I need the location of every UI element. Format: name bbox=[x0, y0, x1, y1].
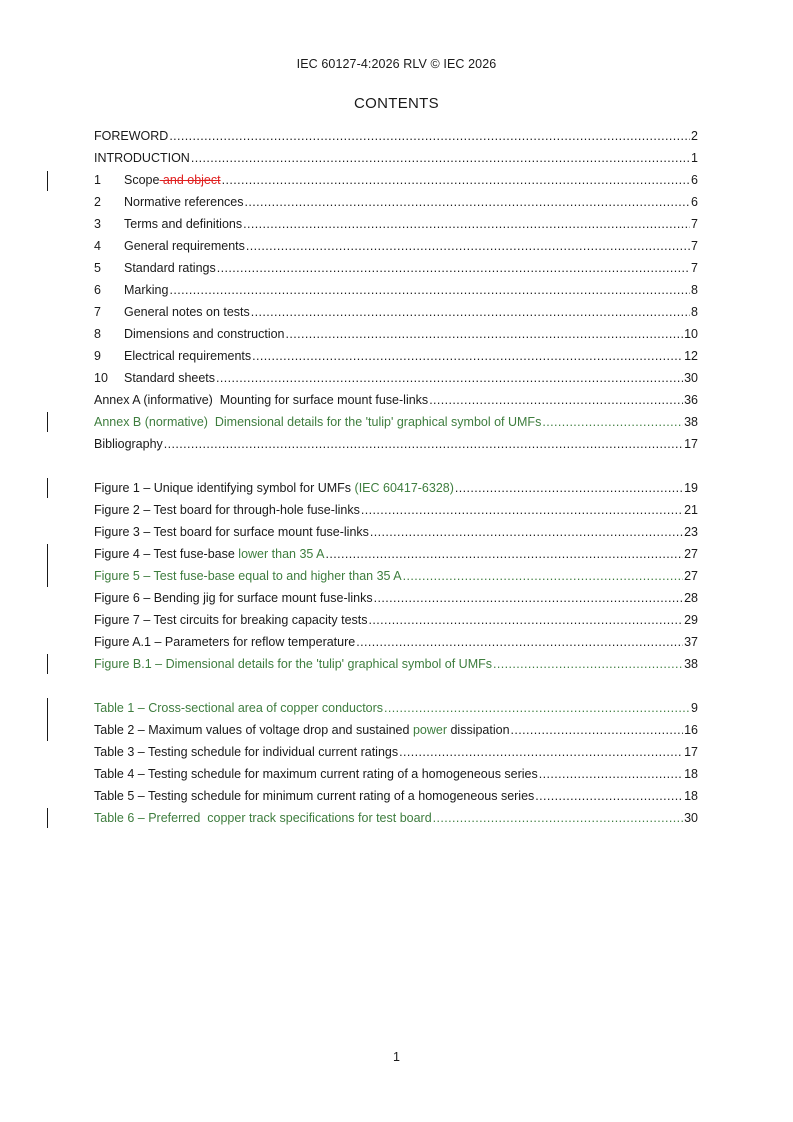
toc-entry-table-3[interactable] bbox=[94, 742, 698, 760]
toc-label: Figure A.1 – Parameters for reflow temperature bbox=[94, 635, 356, 649]
toc-entry-table-2[interactable] bbox=[94, 720, 698, 738]
toc-entry-section-2[interactable] bbox=[94, 192, 698, 210]
toc-added-text: power bbox=[409, 723, 447, 737]
toc-label: INTRODUCTION bbox=[94, 151, 190, 165]
toc-page-number: 29 bbox=[684, 613, 698, 627]
toc-label: Annex B (normative) Dimensional details for the 'tulip' graphical symbol of UMFs bbox=[94, 415, 542, 429]
page-number: 1 bbox=[393, 1050, 400, 1064]
toc-label: Figure 6 – Bending jig for surface mount fuse-links bbox=[94, 591, 373, 605]
toc-section-number: 5 bbox=[94, 261, 101, 275]
toc-label: Table 5 – Testing schedule for minimum current rating of a homogeneous series bbox=[94, 789, 535, 803]
toc-label: Figure 4 – Test fuse-base bbox=[94, 547, 235, 561]
toc-page-number: 8 bbox=[691, 283, 698, 297]
toc-section-number: 7 bbox=[94, 305, 101, 319]
toc-entry-foreword[interactable] bbox=[94, 126, 698, 144]
toc-page-number: 8 bbox=[691, 305, 698, 319]
change-bar bbox=[47, 698, 48, 741]
toc-page-number: 12 bbox=[684, 349, 698, 363]
toc-label: Electrical requirements bbox=[124, 349, 252, 363]
toc-label: Terms and definitions bbox=[124, 217, 243, 231]
toc-added-text: lower than 35 A bbox=[234, 547, 325, 561]
toc-page-number: 18 bbox=[684, 767, 698, 781]
toc-entry-figure-7[interactable] bbox=[94, 610, 698, 628]
toc-section-number: 3 bbox=[94, 217, 101, 231]
toc-entry-section-3[interactable] bbox=[94, 214, 698, 232]
toc-entry-bibliography[interactable] bbox=[94, 434, 698, 452]
toc-page-number: 28 bbox=[684, 591, 698, 605]
toc-page-number: 10 bbox=[684, 327, 698, 341]
toc-entry-figure-a1[interactable] bbox=[94, 632, 698, 650]
toc-label: Annex A (informative) Mounting for surface mount fuse-links bbox=[94, 393, 429, 407]
change-bar bbox=[47, 808, 48, 828]
toc-section-number: 8 bbox=[94, 327, 101, 341]
toc-page-number: 7 bbox=[691, 239, 698, 253]
toc-page-number: 9 bbox=[691, 701, 698, 715]
toc-entry-figure-3[interactable] bbox=[94, 522, 698, 540]
toc-deleted-text: and object bbox=[159, 173, 221, 187]
toc-label: Standard sheets bbox=[124, 371, 216, 385]
toc-page-number: 2 bbox=[691, 129, 698, 143]
toc-entry-table-4[interactable] bbox=[94, 764, 698, 782]
toc-entry-annex-a[interactable] bbox=[94, 390, 698, 408]
toc-label: General requirements bbox=[124, 239, 245, 253]
toc-page-number: 16 bbox=[684, 723, 698, 737]
toc-section-number: 6 bbox=[94, 283, 101, 297]
change-bar bbox=[47, 654, 48, 674]
toc-label: Table 4 – Testing schedule for maximum current rating of a homogeneous series bbox=[94, 767, 538, 781]
toc-entry-figure-2[interactable] bbox=[94, 500, 698, 518]
toc-label: Figure B.1 – Dimensional details for the 'tulip' graphical symbol of UMFs bbox=[94, 657, 492, 671]
toc-entry-figure-5[interactable] bbox=[94, 566, 698, 584]
toc-page-number: 21 bbox=[684, 503, 698, 517]
toc-added-text: (IEC 60417-6328) bbox=[351, 481, 454, 495]
toc-page-number: 27 bbox=[684, 547, 698, 561]
toc-label: Dimensions and construction bbox=[124, 327, 285, 341]
change-bar bbox=[47, 544, 48, 587]
toc-entry-section-7[interactable] bbox=[94, 302, 698, 320]
toc-label: FOREWORD bbox=[94, 129, 169, 143]
change-bar bbox=[47, 478, 48, 498]
toc-label: Figure 2 – Test board for through-hole fuse-links bbox=[94, 503, 360, 517]
toc-label: General notes on tests bbox=[124, 305, 250, 319]
toc-entry-section-9[interactable] bbox=[94, 346, 698, 364]
toc-entry-table-1[interactable] bbox=[94, 698, 698, 716]
toc-entry-figure-4[interactable] bbox=[94, 544, 698, 562]
toc-entry-table-6[interactable] bbox=[94, 808, 698, 826]
toc-entry-section-6[interactable] bbox=[94, 280, 698, 298]
toc-entry-section-8[interactable] bbox=[94, 324, 698, 342]
toc-label: Figure 5 – Test fuse-base equal to and higher than 35 A bbox=[94, 569, 402, 583]
document-header: IEC 60127-4:2026 RLV © IEC 2026 bbox=[296, 57, 497, 71]
toc-entry-section-1[interactable] bbox=[94, 170, 698, 188]
toc-page-number: 18 bbox=[684, 789, 698, 803]
toc-page-number: 23 bbox=[684, 525, 698, 539]
toc-section-number: 4 bbox=[94, 239, 101, 253]
toc-page-number: 30 bbox=[684, 811, 698, 825]
toc-page-number: 17 bbox=[684, 745, 698, 759]
toc-entry-section-4[interactable] bbox=[94, 236, 698, 254]
toc-page-number: 7 bbox=[691, 261, 698, 275]
toc-label: Figure 1 – Unique identifying symbol for UMFs bbox=[94, 481, 352, 495]
toc-entry-annex-b[interactable] bbox=[94, 412, 698, 430]
toc-section-number: 10 bbox=[94, 371, 108, 385]
toc-page-number: 38 bbox=[684, 657, 698, 671]
toc-page-number: 36 bbox=[684, 393, 698, 407]
toc-entry-section-5[interactable] bbox=[94, 258, 698, 276]
toc-label: Figure 3 – Test board for surface mount fuse-links bbox=[94, 525, 369, 539]
toc-page-number: 6 bbox=[691, 195, 698, 209]
toc-section-number: 9 bbox=[94, 349, 101, 363]
toc-label: Scope bbox=[124, 173, 160, 187]
toc-entry-figure-6[interactable] bbox=[94, 588, 698, 606]
toc-label: Table 3 – Testing schedule for individual current ratings bbox=[94, 745, 399, 759]
toc-section-number: 2 bbox=[94, 195, 101, 209]
toc-page-number: 27 bbox=[684, 569, 698, 583]
toc-label: Normative references bbox=[124, 195, 244, 209]
toc-label: Standard ratings bbox=[124, 261, 216, 275]
toc-page-number: 38 bbox=[684, 415, 698, 429]
toc-label: Marking bbox=[124, 283, 169, 297]
toc-entry-introduction[interactable] bbox=[94, 148, 698, 166]
toc-entry-table-5[interactable] bbox=[94, 786, 698, 804]
toc-label: Bibliography bbox=[94, 437, 163, 451]
contents-title: CONTENTS bbox=[354, 95, 439, 112]
toc-label: Figure 7 – Test circuits for breaking capacity tests bbox=[94, 613, 368, 627]
toc-label-tail: dissipation bbox=[447, 723, 510, 737]
toc-entry-section-10[interactable] bbox=[94, 368, 698, 386]
toc-page-number: 1 bbox=[691, 151, 698, 165]
change-bar bbox=[47, 412, 48, 432]
toc-label: Table 2 – Maximum values of voltage drop and sustained bbox=[94, 723, 410, 737]
toc-entry-figure-1[interactable] bbox=[94, 478, 698, 496]
change-bar bbox=[47, 171, 48, 191]
toc-page-number: 37 bbox=[684, 635, 698, 649]
toc-section-number: 1 bbox=[94, 173, 101, 187]
toc-label: Table 1 – Cross-sectional area of copper conductors bbox=[94, 701, 384, 715]
toc-page-number: 19 bbox=[684, 481, 698, 495]
toc-page-number: 30 bbox=[684, 371, 698, 385]
toc-entry-figure-b1[interactable] bbox=[94, 654, 698, 672]
toc-page-number: 6 bbox=[691, 173, 698, 187]
toc-page-number: 17 bbox=[684, 437, 698, 451]
toc-label: Table 6 – Preferred copper track specifications for test board bbox=[94, 811, 432, 825]
toc-page-number: 7 bbox=[691, 217, 698, 231]
